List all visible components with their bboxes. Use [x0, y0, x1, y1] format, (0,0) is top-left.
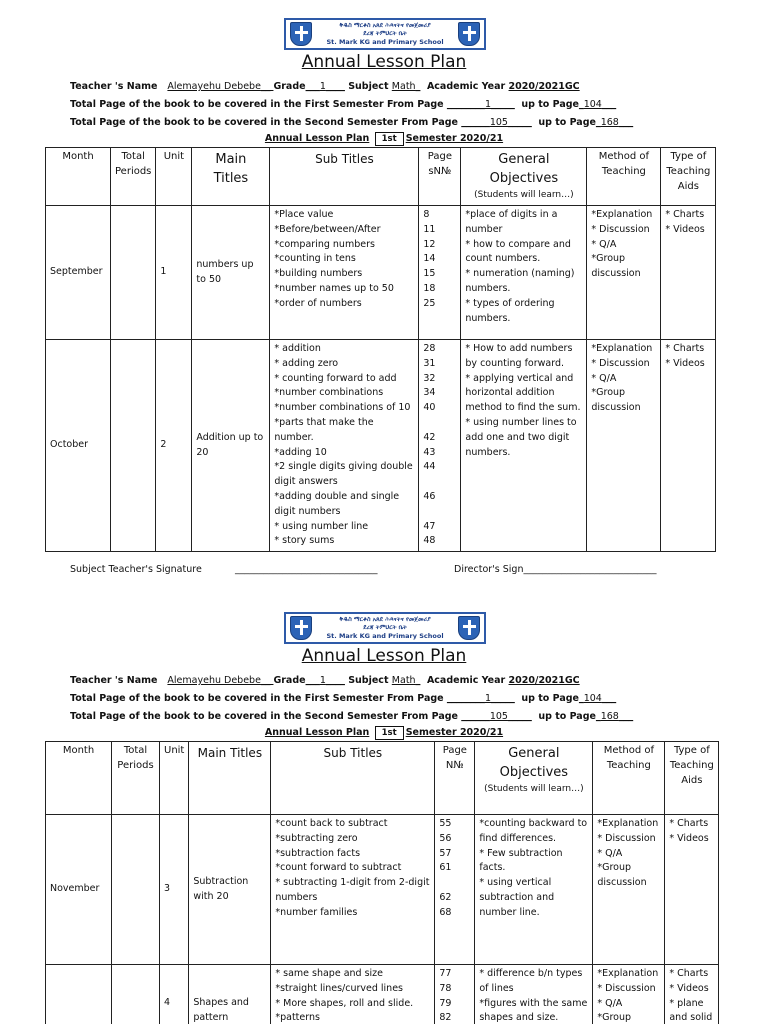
aids-text: * Charts * Videos * plane and solid	[669, 968, 713, 1024]
header-sub-titles: Sub Titles	[271, 742, 435, 815]
school-name-english: St. Mark KG and Primary School	[326, 38, 444, 46]
first-semester-label: Total Page of the book to be covered in the First Semester From Page	[70, 99, 444, 110]
method-cell	[587, 340, 661, 552]
unit-cell: 3	[160, 815, 189, 965]
month-cell	[46, 965, 112, 1024]
teacher-signature-line: ______________________________	[235, 564, 378, 575]
first-semester-label: Total Page of the book to be covered in the First Semester From Page	[70, 693, 444, 704]
page-numbers-text: 77 78 79 82	[439, 968, 452, 1024]
sub-titles-text: *Place value *Before/between/After *comparing numbers *counting in tens *building numbers *number names up to 50 *order of numbers	[274, 209, 394, 309]
method-text: *Explanation * Discussion * Q/A *Group	[597, 968, 659, 1024]
teacher-signature	[70, 564, 378, 575]
sub-titles-text: * same shape and size *straight lines/curved lines * More shapes, roll and slide. *patterns	[275, 968, 414, 1024]
objectives-text: *place of digits in a number * how to compare and count numbers. * numeration (naming) numbers. * types of ordering numbers.	[465, 209, 575, 324]
method-cell	[593, 815, 665, 965]
first-to-page: 104	[583, 693, 602, 704]
sub-titles-cell	[271, 815, 435, 965]
teacher-label: Teacher 's Name	[70, 81, 158, 92]
header-unit: Unit	[160, 742, 189, 815]
teacher-signature-label: Subject Teacher's Signature	[70, 564, 202, 575]
table-row	[46, 815, 719, 965]
main-title-cell: Subtraction with 20	[189, 815, 271, 965]
subject-value: Math	[391, 675, 416, 686]
method-cell	[593, 965, 665, 1024]
unit-cell: 1	[156, 206, 192, 340]
header-main-titles: Main Titles	[192, 148, 270, 206]
plan-label: Annual Lesson Plan	[264, 133, 370, 144]
aids-text: * Charts * Videos	[665, 209, 705, 235]
header-general-objectives	[475, 742, 593, 815]
second-semester-label: Total Page of the book to be covered in the Second Semester From Page	[70, 117, 459, 128]
year-value: 2020/2021GC	[508, 675, 580, 686]
school-name-amharic: ቅዱስ ማርቆስ አጸደ ሕጻናትና የመጀመሪያ	[339, 22, 431, 29]
director-signature-line: ____________________________	[523, 564, 657, 575]
page-title: Annual Lesson Plan	[301, 646, 467, 666]
year-label: Academic Year	[426, 81, 506, 92]
first-semester-line: Total Page of the book to be covered in the First Semester From Page ________1_____ up to Page_104___	[70, 693, 617, 704]
lesson-plan-table	[45, 741, 719, 1024]
month-cell: October	[46, 340, 111, 552]
table-row	[46, 206, 716, 340]
main-title-cell: numbers up to 50	[192, 206, 270, 340]
method-cell	[587, 206, 661, 340]
year-value: 2020/2021GC	[508, 81, 580, 92]
plan-label: Annual Lesson Plan	[264, 727, 370, 738]
objectives-cell	[475, 965, 593, 1024]
header-teaching-aids: Type of Teaching Aids	[661, 148, 716, 206]
second-from-page: 105	[489, 711, 508, 722]
students-will-learn-label: (Students will learn…)	[474, 190, 574, 200]
teacher-name: Alemayehu Debebe	[167, 81, 261, 92]
grade-label: Grade	[273, 81, 306, 92]
objectives-cell	[461, 206, 587, 340]
second-to-page: 168	[600, 117, 619, 128]
up-to-label: up to Page	[521, 99, 579, 110]
objectives-cell	[461, 340, 587, 552]
header-main-titles: Main Titles	[189, 742, 271, 815]
school-name-amharic: ቅዱስ ማርቆስ አጸደ ሕጻናትና የመጀመሪያ	[339, 616, 431, 623]
second-from-page: 105	[489, 117, 508, 128]
page-numbers-text: 55 56 57 61 62 68	[439, 818, 452, 918]
first-to-page: 104	[583, 99, 602, 110]
method-text: *Explanation * Discussion * Q/A *Group discussion	[597, 818, 659, 889]
shield-icon	[458, 22, 480, 46]
subject-label: Subject	[348, 81, 389, 92]
page-numbers-cell	[435, 965, 475, 1024]
total-periods-cell	[112, 965, 160, 1024]
second-semester-label: Total Page of the book to be covered in the Second Semester From Page	[70, 711, 459, 722]
up-to-label: up to Page	[521, 693, 579, 704]
header-sub-titles: Sub Titles	[270, 148, 419, 206]
teacher-name: Alemayehu Debebe	[167, 675, 261, 686]
aids-text: * Charts * Videos	[669, 818, 709, 844]
grade-value: 1	[319, 675, 326, 686]
director-signature-label: Director's Sign	[454, 564, 524, 575]
first-semester-line: Total Page of the book to be covered in the First Semester From Page ________1_____ up to Page_104___	[70, 99, 617, 110]
table-row	[46, 340, 716, 552]
subject-label: Subject	[348, 675, 389, 686]
aids-cell	[665, 965, 719, 1024]
first-from-page: 1	[484, 693, 491, 704]
method-text: *Explanation * Discussion * Q/A *Group discussion	[591, 209, 653, 280]
director-signature	[454, 564, 656, 575]
shield-icon	[290, 616, 312, 640]
general-objectives-label: General Objectives	[499, 746, 569, 780]
first-from-page: 1	[484, 99, 491, 110]
general-objectives-label: General Objectives	[489, 152, 559, 186]
header-method-of-teaching: Method of Teaching	[593, 742, 665, 815]
header-month: Month	[46, 742, 112, 815]
total-periods-cell	[111, 340, 156, 552]
sub-titles-text: * addition * adding zero * counting forward to add *number combinations *number combinations of 10 *parts that make the number. *adding 10 *2 single digits giving double digit answers *adding double and single digit numbers * using number line * story sums	[274, 343, 413, 547]
teacher-label: Teacher 's Name	[70, 675, 158, 686]
shield-icon	[458, 616, 480, 640]
header-total-periods: Total Periods	[112, 742, 160, 815]
grade-value: 1	[319, 81, 326, 92]
total-periods-cell	[111, 206, 156, 340]
teacher-info-line: Teacher 's Name Alemayehu Debebe__ Grade___1____ Subject Math_ Academic Year 2020/2021GC	[70, 675, 580, 686]
total-periods-cell	[112, 815, 160, 965]
table-row	[46, 965, 719, 1024]
header-method-of-teaching: Method of Teaching	[587, 148, 661, 206]
main-title-cell: Addition up to 20	[192, 340, 270, 552]
school-logo-banner	[284, 612, 486, 644]
table-header-row	[46, 148, 716, 206]
page-title: Annual Lesson Plan	[301, 52, 467, 72]
header-total-periods: Total Periods	[111, 148, 156, 206]
subject-value: Math	[391, 81, 416, 92]
objectives-text: * difference b/n types of lines *figures with the same shapes and size.	[479, 968, 588, 1024]
unit-cell: 2	[156, 340, 192, 552]
semester-line	[0, 132, 768, 146]
page-numbers-cell	[419, 340, 461, 552]
main-title-cell: Shapes and pattern	[189, 965, 271, 1024]
year-label: Academic Year	[426, 675, 506, 686]
students-will-learn-label: (Students will learn…)	[484, 784, 584, 794]
page-numbers-cell	[419, 206, 461, 340]
semester-line	[0, 726, 768, 740]
method-text: *Explanation * Discussion * Q/A *Group discussion	[591, 343, 653, 414]
school-name-amharic-2: ደረጃ ትምህርት ቤት	[363, 624, 407, 631]
school-name-english: St. Mark KG and Primary School	[326, 632, 444, 640]
grade-label: Grade	[273, 675, 306, 686]
header-unit: Unit	[156, 148, 192, 206]
page-numbers-text: 28 31 32 34 40 42 43 44 46 47 48	[423, 343, 436, 547]
second-semester-line: Total Page of the book to be covered in the Second Semester From Page ______105_____ up to Page_168___	[70, 711, 634, 722]
second-semester-line: Total Page of the book to be covered in the Second Semester From Page ______105_____ up to Page_168___	[70, 117, 634, 128]
aids-cell	[661, 206, 716, 340]
lesson-plan-table	[45, 147, 716, 552]
aids-text: * Charts * Videos	[665, 343, 705, 369]
aids-cell	[665, 815, 719, 965]
up-to-label: up to Page	[538, 117, 596, 128]
aids-cell	[661, 340, 716, 552]
month-cell: November	[46, 815, 112, 965]
header-page-number: Page N№	[435, 742, 475, 815]
header-page-number: Page sN№	[419, 148, 461, 206]
up-to-label: up to Page	[538, 711, 596, 722]
table-header-row	[46, 742, 719, 815]
semester-box: 1st	[375, 132, 404, 146]
header-teaching-aids: Type of Teaching Aids	[665, 742, 719, 815]
teacher-info-line: Teacher 's Name Alemayehu Debebe__ Grade___1____ Subject Math_ Academic Year 2020/2021GC	[70, 81, 580, 92]
second-to-page: 168	[600, 711, 619, 722]
page-numbers-text: 8 11 12 14 15 18 25	[423, 209, 436, 309]
header-month: Month	[46, 148, 111, 206]
sub-titles-cell	[270, 206, 419, 340]
header-general-objectives	[461, 148, 587, 206]
sub-titles-cell	[270, 340, 419, 552]
page-numbers-cell	[435, 815, 475, 965]
school-logo-banner	[284, 18, 486, 50]
objectives-cell	[475, 815, 593, 965]
sub-titles-cell	[271, 965, 435, 1024]
semester-text: Semester 2020/21	[405, 133, 504, 144]
sub-titles-text: *count back to subtract *subtracting zero *subtraction facts *count forward to subtract * subtracting 1-digit from 2-digit numbers *number families	[275, 818, 430, 918]
school-name-amharic-2: ደረጃ ትምህርት ቤት	[363, 30, 407, 37]
semester-box: 1st	[375, 726, 404, 740]
unit-cell: 4	[160, 965, 189, 1024]
semester-text: Semester 2020/21	[405, 727, 504, 738]
month-cell: September	[46, 206, 111, 340]
objectives-text: * How to add numbers by counting forward. * applying vertical and horizontal addition method to find the sum. * using number lines to add one and two digit numbers.	[465, 343, 581, 458]
objectives-text: *counting backward to find differences. * Few subtraction facts. * using vertical subtraction and number line.	[479, 818, 588, 918]
shield-icon	[290, 22, 312, 46]
